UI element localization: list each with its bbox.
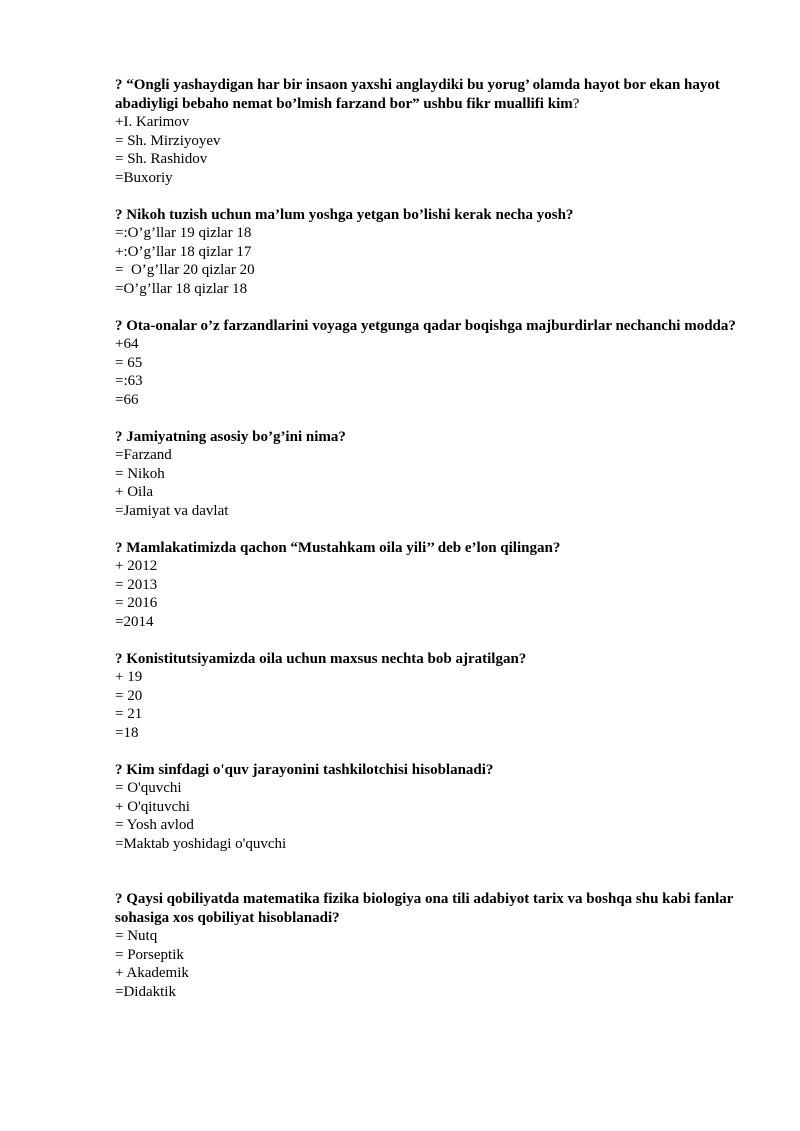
answer-option: =Maktab yoshidagi o'quvchi (115, 835, 287, 852)
answer-option: =2014 (115, 613, 154, 630)
answer-option: =Buxoriy (115, 169, 173, 186)
answer-option: + Oila (115, 484, 154, 500)
question-text: ? “Ongli yashaydigan har bir insaon yaxshi anglaydiki bu yorug’ olamda hayot bor ekan hayot abadiyligi bebaho nemat bo’lmish farzand bor” ushbu fikr muallifi kim? (115, 77, 720, 112)
question-4 (115, 428, 740, 521)
answer-option: = Nutq (115, 928, 158, 944)
answer-option: = O'quvchi (115, 780, 182, 796)
answer-option: = Nikoh (115, 465, 165, 482)
question-5 (115, 539, 740, 632)
question-text: ? Qaysi qobiliyatda matematika fizika biologiya ona tili adabiyot tarix va boshqa shu kabi fanlar sohasiga xos qobiliyat hisoblanadi? (115, 891, 734, 926)
answer-option: =O’g’llar 18 qizlar 18 (115, 280, 248, 297)
answer-option: = Yosh avlod (115, 817, 194, 833)
answer-option: = Porseptik (115, 946, 184, 963)
answer-option: = Sh. Rashidov (115, 151, 208, 167)
question-2 (115, 206, 740, 299)
answer-option: = O’g’llar 20 qizlar 20 (115, 262, 255, 278)
answer-option: =18 (115, 724, 139, 741)
answer-option: +64 (115, 336, 139, 352)
question-3 (115, 317, 740, 410)
question-text: ? Kim sinfdagi o'quv jarayonini tashkilotchisi hisoblanadi? (115, 761, 494, 778)
answer-option: = Sh. Mirziyoyev (115, 132, 221, 149)
document-page (115, 76, 740, 1020)
question-text: ? Konistitutsiyamizda oila uchun maxsus nechta bob ajratilgan? (115, 650, 527, 667)
answer-option: + Akademik (115, 965, 189, 981)
question-text: ? Nikoh tuzish uchun ma’lum yoshga yetgan bo’lishi kerak necha yosh? (115, 206, 574, 223)
answer-option: + 19 (115, 669, 143, 685)
answer-option: = 20 (115, 687, 143, 704)
answer-option: =:63 (115, 373, 143, 389)
answer-option: = 2016 (115, 595, 158, 611)
question-6 (115, 650, 740, 743)
question-text: ? Jamiyatning asosiy bo’g’ini nima? (115, 428, 346, 445)
question-text: ? Ota-onalar o’z farzandlarini voyaga yetgunga qadar boqishga majburdirlar nechanchi modda? (115, 317, 736, 334)
answer-option: =Farzand (115, 447, 172, 463)
question-text: ? Mamlakatimizda qachon “Mustahkam oila yili’’ deb e’lon qilingan? (115, 539, 561, 556)
answer-option: =66 (115, 391, 139, 408)
answer-option: = 2013 (115, 576, 158, 593)
answer-option: + 2012 (115, 558, 158, 574)
answer-option: = 21 (115, 706, 143, 722)
answer-option: + O'qituvchi (115, 798, 190, 815)
answer-option: =Didaktik (115, 983, 176, 1000)
question-7 (115, 761, 740, 854)
question-1 (115, 76, 740, 187)
answer-option: =:O’g’llar 19 qizlar 18 (115, 225, 252, 241)
answer-option: = 65 (115, 354, 143, 371)
answer-option: +:O’g’llar 18 qizlar 17 (115, 243, 252, 260)
question-8 (115, 890, 740, 1001)
answer-option: +I. Karimov (115, 114, 190, 130)
answer-option: =Jamiyat va davlat (115, 502, 229, 519)
